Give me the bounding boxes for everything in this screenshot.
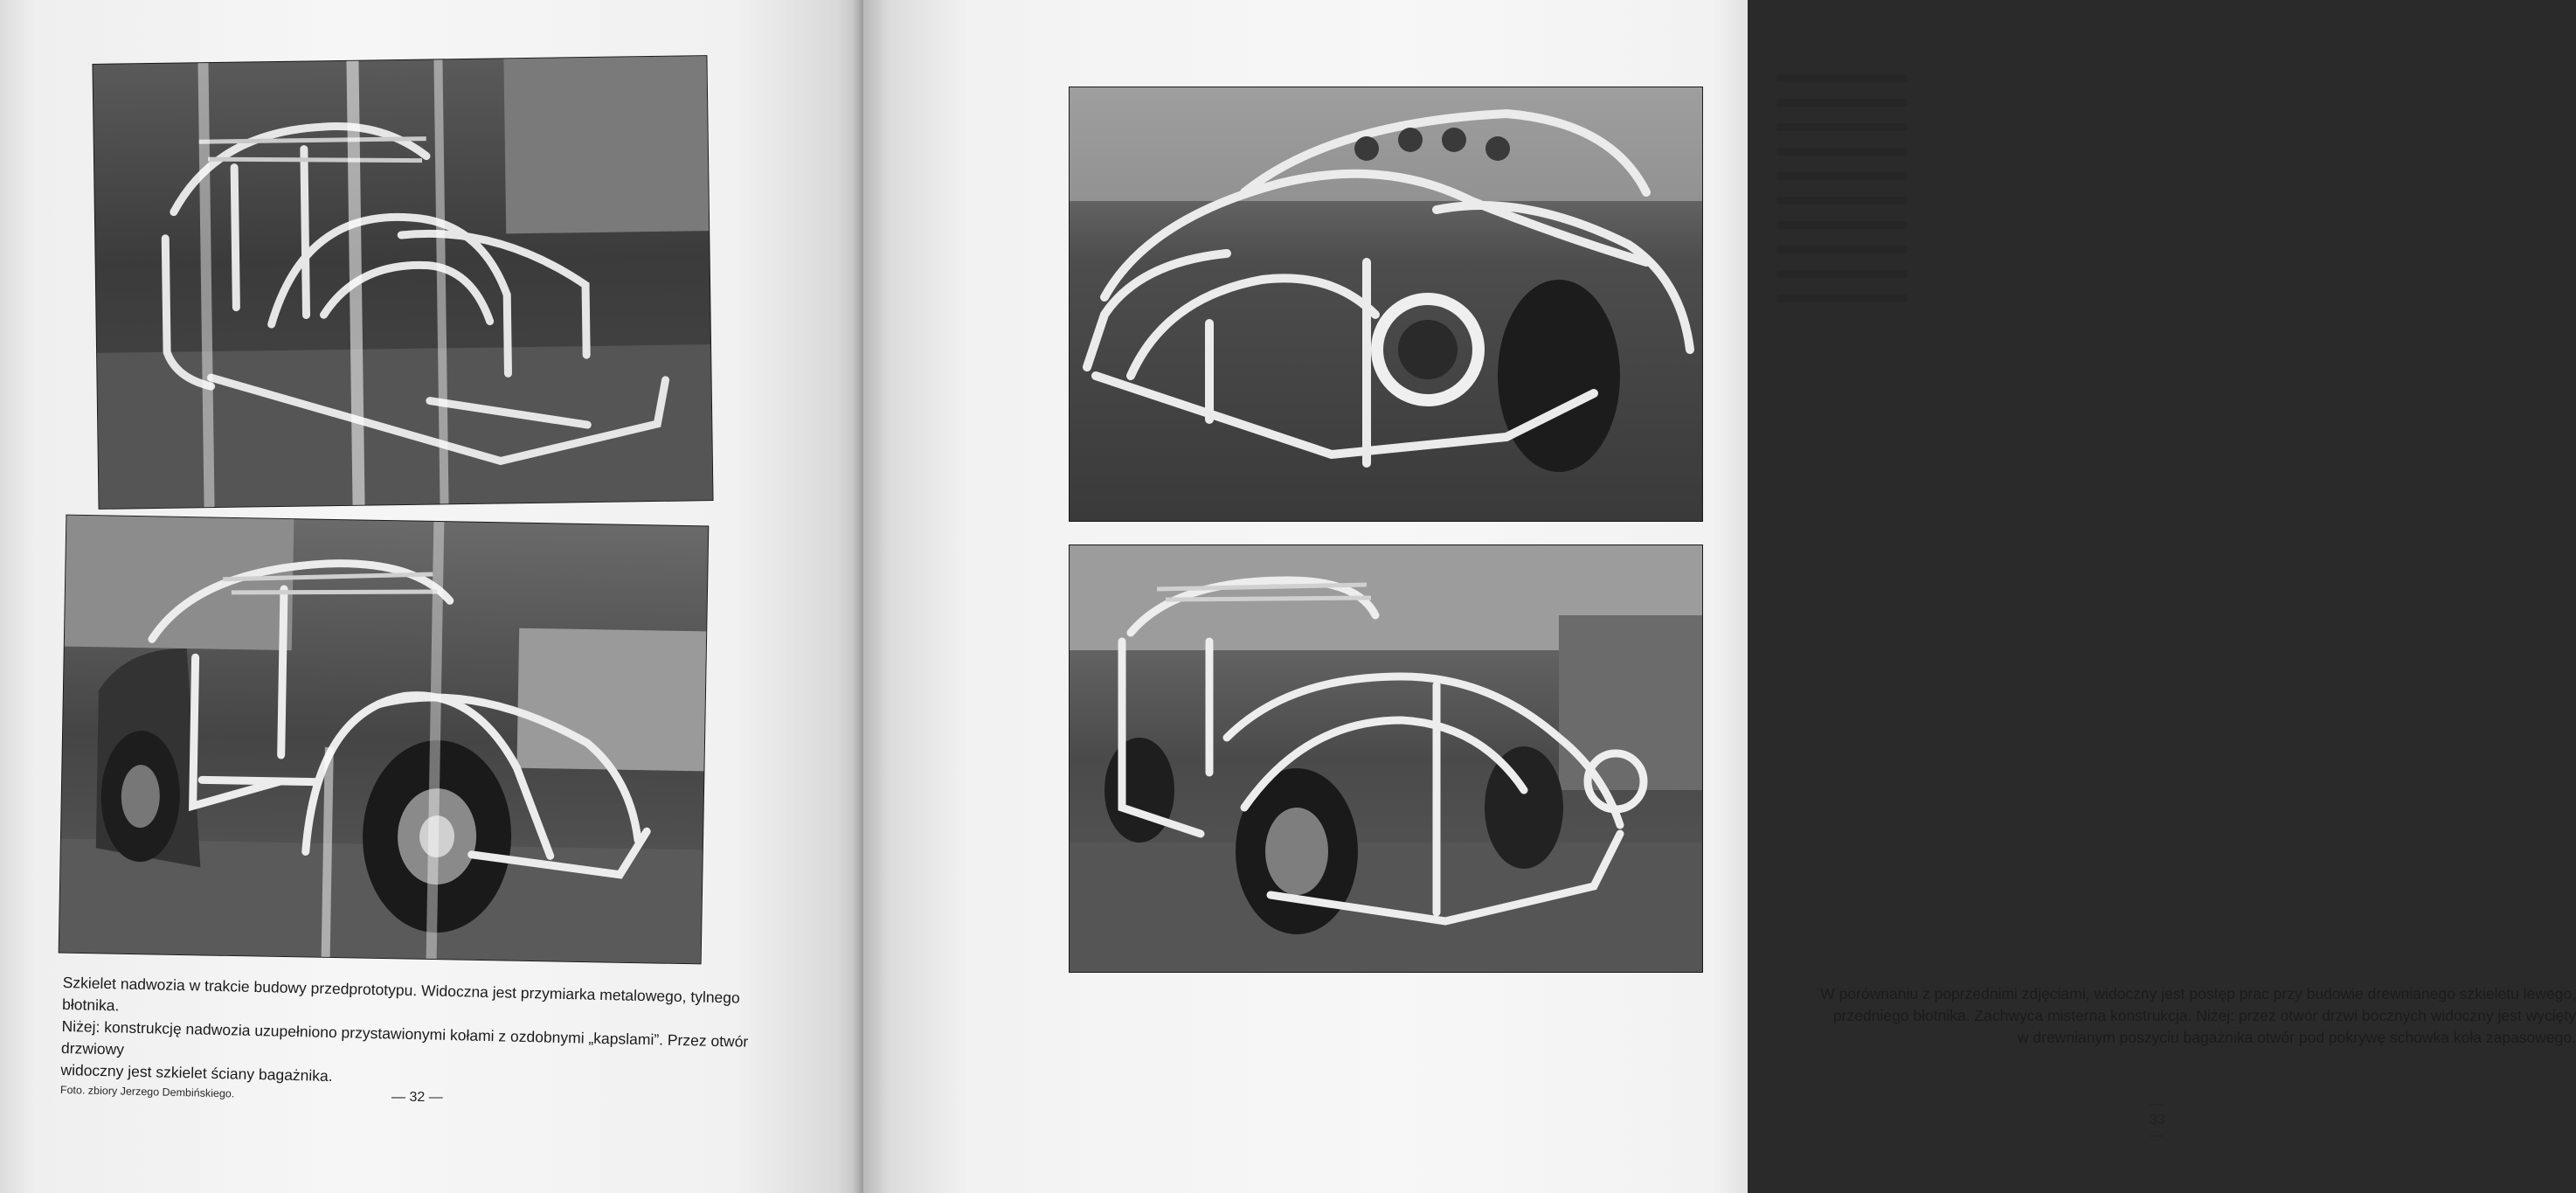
right-caption-line-3: w drewnianym poszyciu bagażnika otwór pod pokrywę schowka koła zapasowego. [2017,1029,2576,1046]
left-caption-line-1: Szkielet nadwozia w trakcie budowy przedprototypu. Widoczna jest przymiarka metalowego, tylnego błotnika. [61,973,740,1015]
right-page-number: — 33 — [2150,1097,2165,1143]
right-caption-line-2: przedniego błotnika. Zachwyca misterna konstrukcja. Niżej: przez otwór drzwi bocznych widoczny jest wycięty [1832,1007,2576,1024]
right-caption [1781,983,2576,1066]
bleed-through-text [1776,74,1908,319]
photo-body-frame-front-view [1070,545,1702,972]
left-caption-line-2: Niżej: konstrukcję nadwozia uzupełniono przystawionymi kołami z ozdobnymi „kapslami”. Przez otwór drzwiowy [60,1016,749,1058]
left-caption-line-3: widoczny jest szkielet ściany bagażnika. [60,1060,333,1085]
left-page [0,0,863,1193]
right-photo-credit: Foto. zbiory Jerzego Dembińskiego. [2401,1051,2576,1064]
photo-body-frame-with-wheels [59,516,709,964]
photo-body-frame-prototype [93,56,712,509]
right-page [863,0,2576,1193]
left-page-number: — 32 — [391,1090,443,1105]
left-photo-credit: Foto. zbiory Jerzego Dembińskiego. [59,1083,235,1100]
photo-front-fender-frame [1070,87,1702,521]
right-caption-line-1: W porównaniu z poprzednimi zdjęciami, widoczny jest postęp prac przy budowie drewnianego szkieletu lewego, [1820,985,2576,1002]
